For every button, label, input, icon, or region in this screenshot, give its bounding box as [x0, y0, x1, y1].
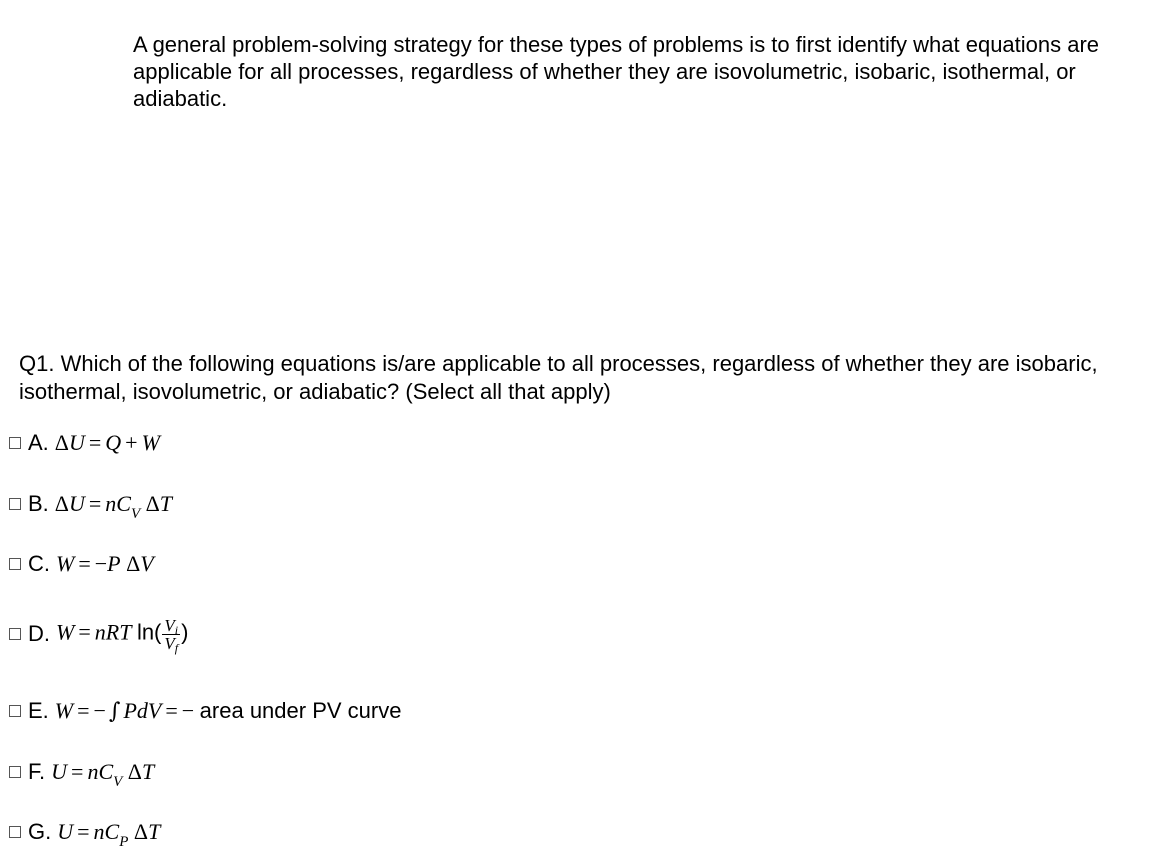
option-letter-f: F.	[28, 759, 46, 784]
option-e[interactable]	[9, 696, 401, 726]
checkbox-d[interactable]	[9, 628, 21, 640]
fraction-vi-vf: $\frac{V_i}{V_f}$	[164, 615, 179, 655]
option-c[interactable]	[9, 549, 154, 579]
option-b[interactable]	[9, 489, 173, 522]
equation-e: W = − ∫ PdV = − area under PV curve	[54, 698, 402, 724]
option-g[interactable]	[9, 817, 161, 850]
equation-c: W = −P ΔV	[56, 551, 154, 576]
equation-g: $U = nC_P$ ΔT	[57, 819, 161, 850]
equation-e-text: area under PV curve	[199, 698, 402, 723]
checkbox-c[interactable]	[9, 558, 21, 570]
option-letter-c: C.	[28, 551, 50, 576]
checkbox-g[interactable]	[9, 826, 21, 838]
option-letter-b: B.	[28, 491, 49, 516]
option-f[interactable]	[9, 757, 155, 790]
checkbox-f[interactable]	[9, 766, 21, 778]
equation-d: W = nRT ln( $\frac{V_i}{V_f}$ )	[56, 615, 189, 655]
intro-paragraph: A general problem-solving strategy for these types of problems is to first identify what equations are applicable for all processes, regardless of whether they are isovolumetric, isobaric, isothermal, or adiabatic.	[133, 32, 1100, 111]
option-letter-a: A.	[28, 430, 49, 455]
checkbox-b[interactable]	[9, 498, 21, 510]
option-a[interactable]	[9, 428, 160, 458]
equation-f: $U = nC_V$ ΔT	[51, 759, 155, 790]
checkbox-e[interactable]	[9, 705, 21, 717]
option-letter-g: G.	[28, 819, 52, 844]
checkbox-a[interactable]	[9, 437, 21, 449]
option-letter-d: D.	[28, 621, 50, 646]
equation-b: $\Delta U = nC_V$ ΔT	[54, 491, 173, 522]
equation-a: ΔU = Q + W	[54, 430, 160, 455]
question-text: Q1. Which of the following equations is/are applicable to all processes, regardless of whether they are isobaric, isothermal, isovolumetric, or adiabatic? (Select all that apply)	[19, 351, 1098, 404]
option-d[interactable]	[9, 615, 189, 655]
option-letter-e: E.	[28, 698, 49, 723]
